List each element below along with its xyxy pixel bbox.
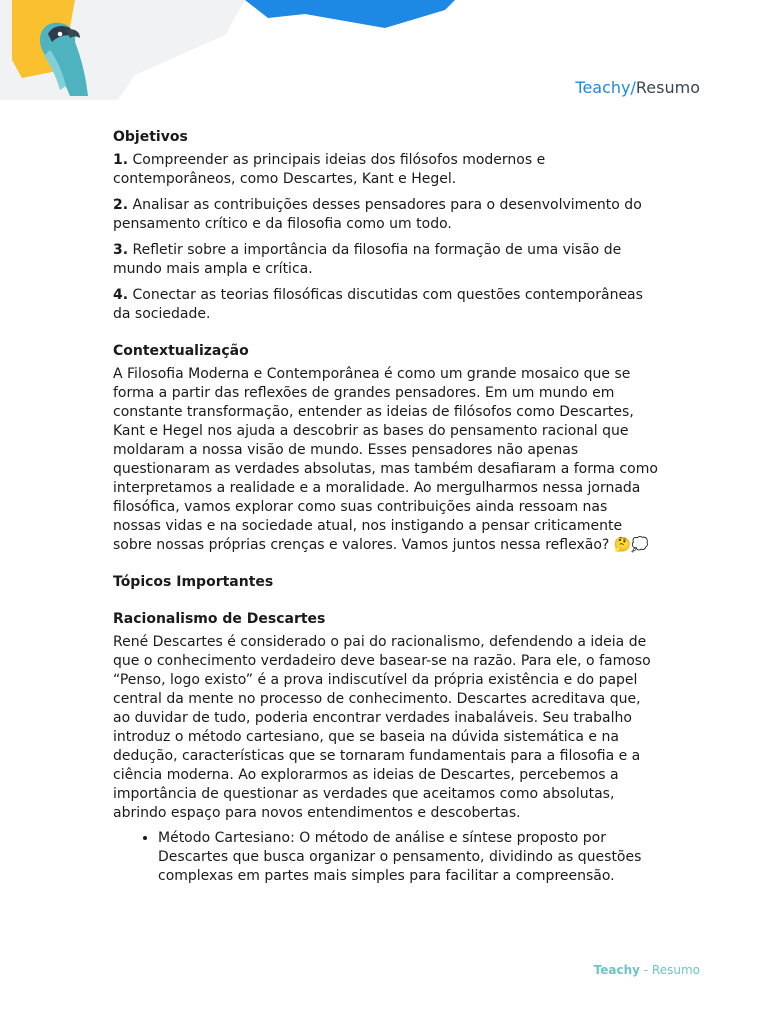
- brand-name: Teachy: [575, 78, 631, 97]
- context-paragraph: A Filosofia Moderna e Contemporânea é como um grande mosaico que se forma a partir das reflexões de grandes pensadores. Em um mundo em constante transformação, entender as ideias de filósofos como Descartes, Kant e Hegel nos ajuda a descobrir as bases do pensamento racional que moldaram a nossa visão de mundo. Esses pensadores não apenas questionaram as verdades absolutas, mas também desafiaram a forma como interpretamos a realidade e a moralidade. Ao mergulharmos nessa jornada filosófica, vamos explorar como suas contribuições ainda ressoam nas nossas vidas e na sociedade atual, nos instigando a pensar criticamente sobre nossas próprias crenças e valores. Vamos juntos nessa reflexão? 🤔💭: [113, 366, 658, 553]
- objectives-section: [113, 128, 658, 324]
- brand-header: [575, 77, 700, 99]
- objective-number: 4.: [113, 287, 129, 303]
- descartes-bullet-list: [113, 829, 658, 886]
- objective-text: Refletir sobre a importância da filosofia na formação de uma visão de mundo mais ampla e crítica.: [113, 242, 622, 277]
- footer-brand: Teachy: [593, 963, 640, 977]
- brand-section: Resumo: [635, 78, 700, 97]
- list-item: • Método Cartesiano: O método de análise e síntese proposto por Descartes que busca organizar o pensamento, dividindo as questões complexas em partes mais simples para facilitar a compreensão.: [158, 829, 658, 886]
- context-heading: Contextualização: [113, 343, 249, 359]
- context-section: [113, 342, 658, 555]
- document-body: [113, 128, 658, 904]
- objective-number: 1.: [113, 152, 129, 168]
- objective-item: [113, 196, 658, 234]
- descartes-paragraph: René Descartes é considerado o pai do racionalismo, defendendo a ideia de que o conhecimento verdadeiro deve basear-se na razão. Para ele, o famoso “Penso, logo existo” é a prova indiscutível da própria existência e do papel central da mente no processo de conhecimento. Descartes acreditava que, ao duvidar de tudo, poderia encontrar verdades inabaláveis. Seu trabalho introduz o método cartesiano, que se baseia na dúvida sistemática e na dedução, características que se tornaram fundamentais para a filosofia e a ciência moderna. Ao explorarmos as ideias de Descartes, percebemos a importância de questionar as verdades que aceitamos como absolutas, abrindo espaço para novos entendimentos e descobertas.: [113, 634, 651, 821]
- blue-banner-shape: [245, 0, 455, 28]
- objective-text: Analisar as contribuições desses pensadores para o desenvolvimento do pensamento crítico e da filosofia como um todo.: [113, 197, 642, 232]
- objective-text: Conectar as teorias filosóficas discutidas com questões contemporâneas da sociedade.: [113, 287, 643, 322]
- objective-text: Compreender as principais ideias dos filósofos modernos e contemporâneos, como Descartes, Kant e Hegel.: [113, 152, 546, 187]
- objective-item: [113, 241, 658, 279]
- brand-separator: /: [630, 78, 636, 97]
- objective-number: 3.: [113, 242, 129, 258]
- objective-item: [113, 151, 658, 189]
- page-footer: [594, 962, 700, 978]
- objectives-heading: Objetivos: [113, 129, 188, 145]
- descartes-heading: Racionalismo de Descartes: [113, 611, 326, 627]
- objective-number: 2.: [113, 197, 129, 213]
- descartes-section: [113, 610, 658, 886]
- footer-separator: -: [639, 963, 652, 977]
- footer-section: Resumo: [651, 963, 700, 977]
- topics-section: [113, 573, 658, 592]
- topics-heading: Tópicos Importantes: [113, 574, 274, 590]
- objective-item: [113, 286, 658, 324]
